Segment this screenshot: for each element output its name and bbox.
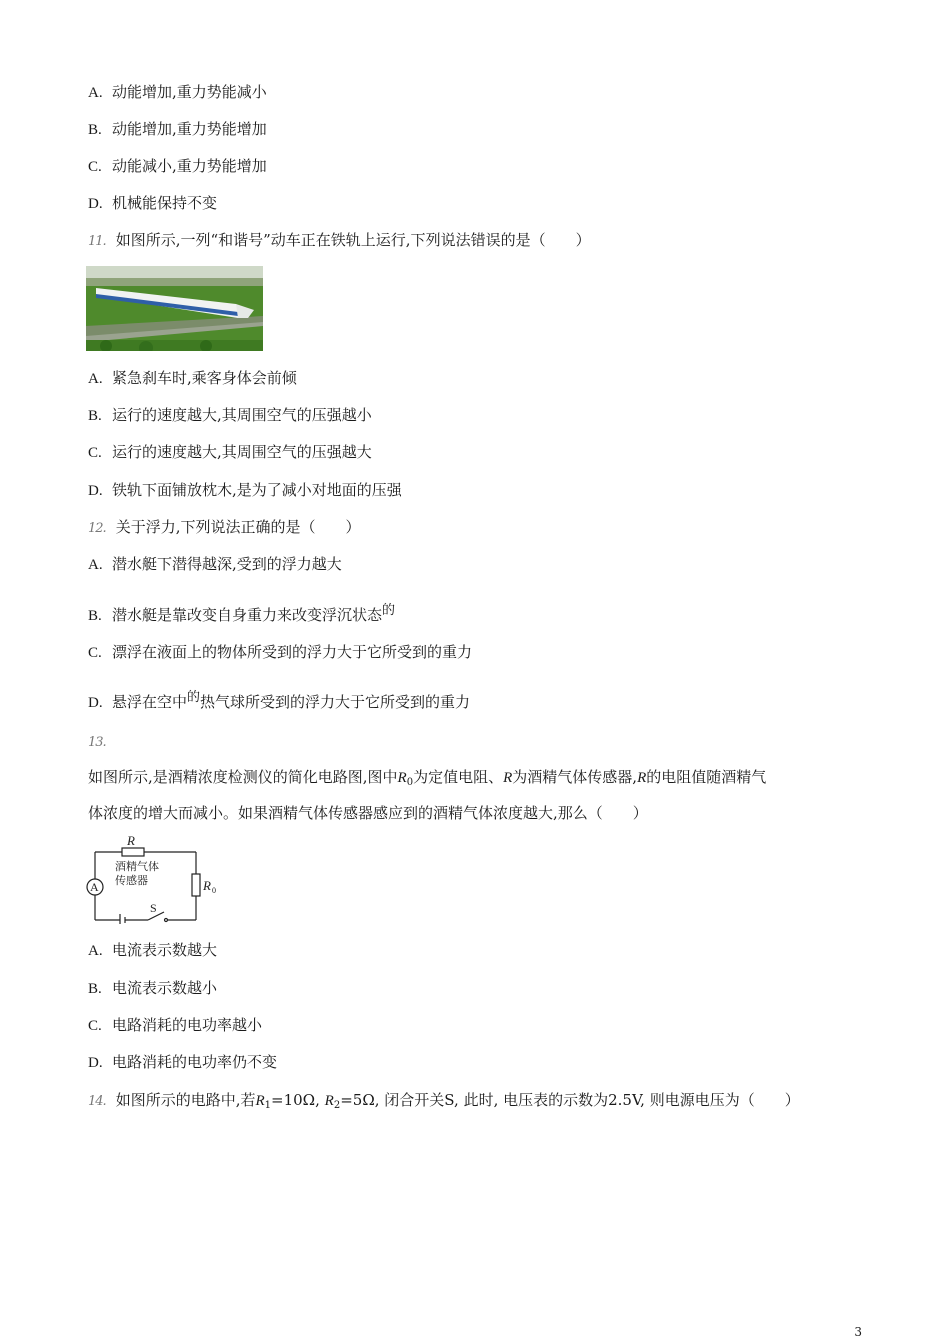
- q12-option-b: [88, 601, 395, 626]
- option-label: B.: [88, 608, 102, 624]
- question-number: 13.: [88, 735, 106, 750]
- option-label: B.: [88, 408, 102, 424]
- option-text: 运行的速度越大,其周围空气的压强越大: [112, 443, 372, 461]
- option-label: C.: [88, 159, 102, 175]
- option-text: 动能增加,重力势能增加: [112, 120, 267, 138]
- option-text: 铁轨下面铺放枕木,是为了减小对地面的压强: [112, 481, 402, 499]
- q11-option-c: [88, 442, 372, 463]
- option-text: 悬浮在空中: [112, 693, 188, 711]
- option-label: A.: [88, 85, 103, 101]
- option-label: D.: [88, 483, 103, 499]
- symbol-r2-sub: 2: [333, 1100, 341, 1111]
- q13-number: [88, 731, 106, 753]
- option-label: A.: [88, 557, 103, 573]
- option-label: C.: [88, 645, 102, 661]
- question-number: 11.: [88, 234, 106, 249]
- option-text: 电路消耗的电功率仍不变: [112, 1053, 278, 1071]
- q10-option-a: [88, 82, 267, 103]
- option-label: D.: [88, 1055, 103, 1071]
- question-text: 的电阻值随酒精气: [646, 768, 767, 786]
- q13-stem-line2: [88, 803, 648, 823]
- question-text: 如图所示,一列“和谐号”动车正在铁轨上运行,下列说法错误的是（ ）: [115, 231, 591, 249]
- q13-option-c: [88, 1015, 262, 1036]
- option-text-mid: 的: [187, 690, 201, 705]
- question-text: =5Ω, 闭合开关S, 此时, 电压表的示数为2.5V, 则电源电压为（ ）: [340, 1091, 800, 1109]
- symbol-r: R: [503, 770, 513, 786]
- option-label: B.: [88, 122, 102, 138]
- question-text: 关于浮力,下列说法正确的是（ ）: [115, 518, 361, 536]
- option-text: 紧急刹车时,乘客身体会前倾: [112, 369, 297, 387]
- option-text: 潜水艇是靠改变自身重力来改变浮沉状态: [112, 606, 383, 624]
- option-label: C.: [88, 445, 102, 461]
- question-number: 14.: [88, 1094, 106, 1109]
- circuit-sensor-label: 酒精气体: [115, 860, 159, 873]
- option-text-tail: 的: [382, 603, 396, 618]
- q11-option-a: [88, 368, 297, 389]
- question-text: 为定值电阻、: [413, 768, 504, 786]
- option-text: 机械能保持不变: [112, 194, 218, 212]
- q11-stem: [88, 230, 591, 252]
- circuit-diagram: [84, 832, 224, 924]
- symbol-r0: R: [397, 770, 407, 786]
- q12-stem: [88, 517, 360, 539]
- option-label: C.: [88, 1018, 102, 1034]
- option-label: D.: [88, 695, 103, 711]
- option-text: 运行的速度越大,其周围空气的压强越小: [112, 406, 372, 424]
- option-text-rest: 热气球所受到的浮力大于它所受到的重力: [200, 693, 471, 711]
- circuit-r-label: R: [127, 833, 135, 848]
- q10-option-d: [88, 193, 217, 214]
- q12-option-c: [88, 642, 472, 663]
- symbol-r2: R: [324, 1093, 334, 1109]
- option-label: B.: [88, 981, 102, 997]
- q13-option-d: [88, 1052, 277, 1073]
- circuit-sensor-label: 传感器: [115, 874, 148, 887]
- page-number: 3: [854, 1325, 862, 1339]
- option-text: 漂浮在液面上的物体所受到的浮力大于它所受到的重力: [112, 643, 473, 661]
- q10-option-b: [88, 119, 267, 140]
- option-label: A.: [88, 943, 103, 959]
- option-text: 电流表示数越大: [112, 941, 218, 959]
- question-text: 如图所示,是酒精浓度检测仪的简化电路图,图中: [88, 768, 398, 786]
- option-text: 动能增加,重力势能减小: [112, 83, 267, 101]
- q12-option-d: [88, 688, 470, 713]
- question-text: 为酒精气体传感器,: [512, 768, 638, 786]
- question-text: 体浓度的增大而减小。如果酒精气体传感器感应到的酒精气体浓度越大,那么（ ）: [88, 804, 648, 822]
- option-label: A.: [88, 371, 103, 387]
- symbol-r: R: [637, 770, 647, 786]
- train-photo: [86, 266, 263, 351]
- q14-stem: [88, 1090, 800, 1116]
- q13-option-b: [88, 978, 217, 999]
- question-number: 12.: [88, 521, 106, 536]
- symbol-r0-sub: 0: [406, 777, 414, 788]
- circuit-r0-label: R: [203, 878, 211, 893]
- option-label: D.: [88, 196, 103, 212]
- symbol-r1-sub: 1: [264, 1100, 272, 1111]
- circuit-switch-label: S: [150, 901, 157, 915]
- option-text: 动能减小,重力势能增加: [112, 157, 267, 175]
- option-text: 潜水艇下潜得越深,受到的浮力越大: [112, 555, 342, 573]
- option-text: 电流表示数越小: [112, 979, 218, 997]
- circuit-r0-sub: 0: [212, 886, 216, 895]
- question-text: =10Ω,: [271, 1091, 325, 1109]
- q11-option-b: [88, 405, 372, 426]
- symbol-r1: R: [255, 1093, 265, 1109]
- option-text: 电路消耗的电功率越小: [112, 1016, 263, 1034]
- ammeter-icon: A: [90, 880, 99, 894]
- q10-option-c: [88, 156, 267, 177]
- question-text: 如图所示的电路中,若: [115, 1091, 256, 1109]
- q13-option-a: [88, 940, 217, 961]
- q11-option-d: [88, 480, 402, 501]
- q13-stem-line1: [88, 767, 766, 793]
- q12-option-a: [88, 554, 342, 575]
